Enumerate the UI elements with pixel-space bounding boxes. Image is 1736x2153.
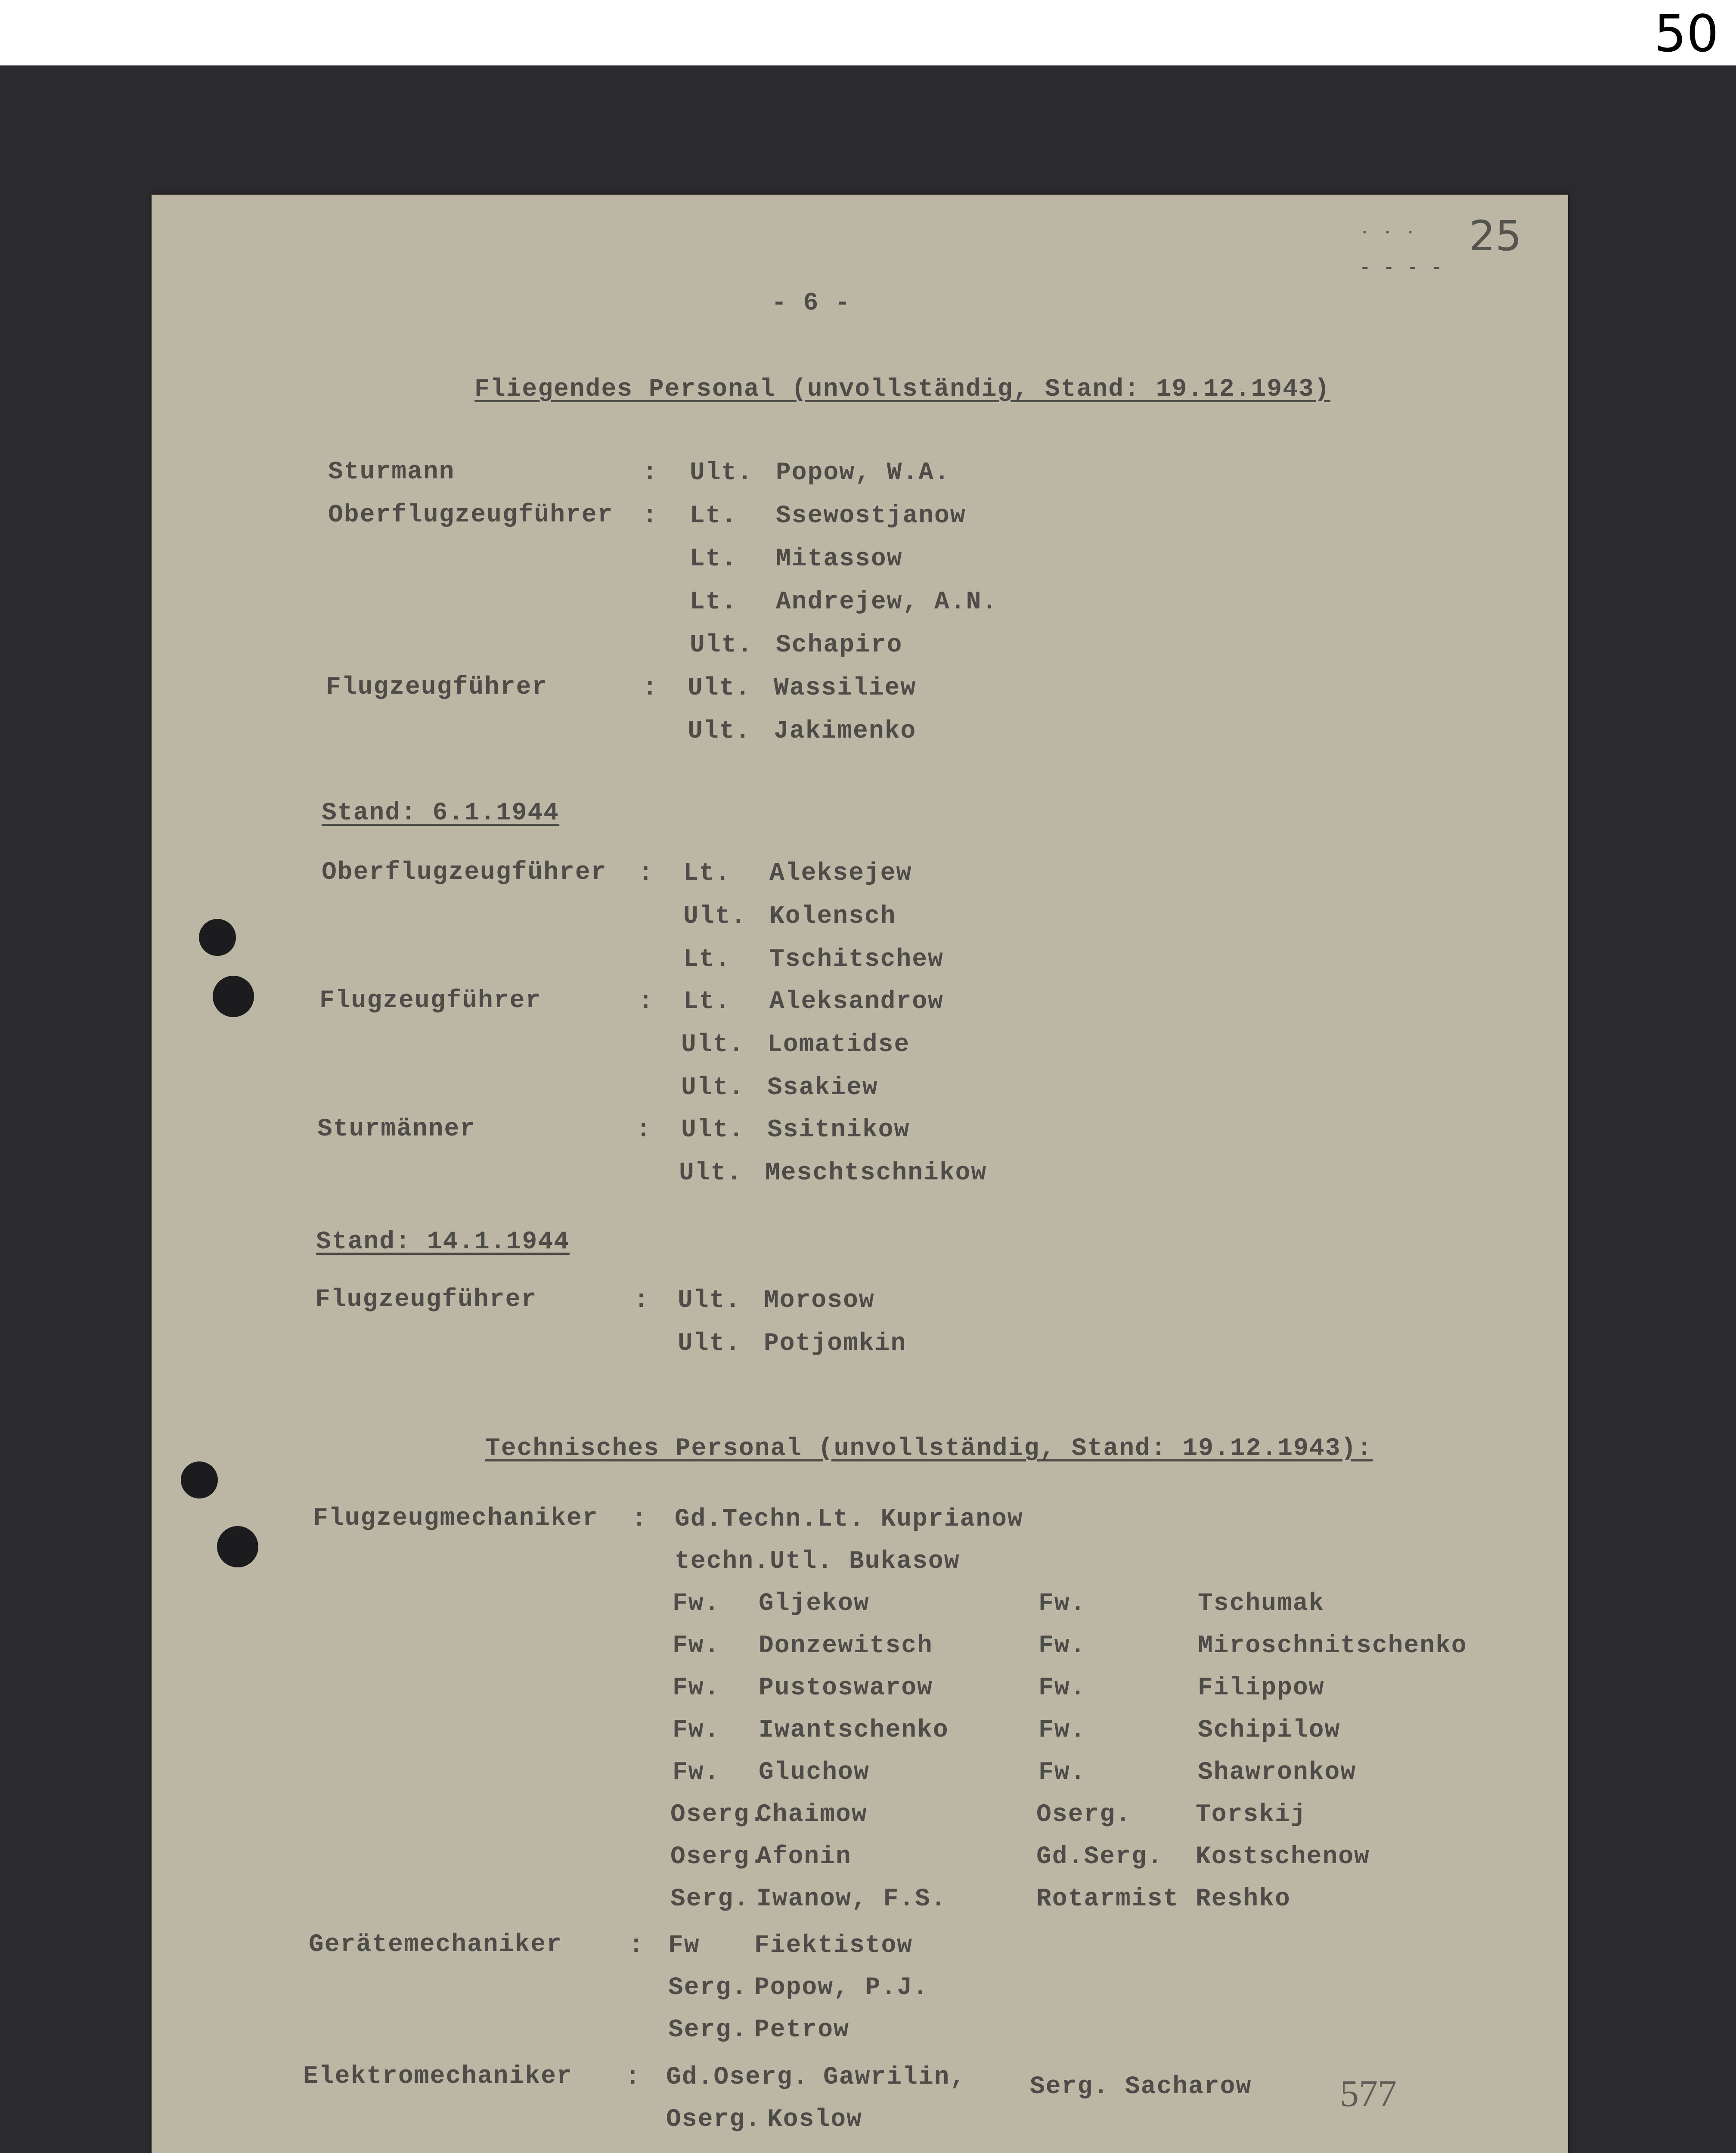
person-name: Lomatidse xyxy=(767,1031,910,1059)
rank: Lt. xyxy=(690,588,738,616)
role-label: Oberflugzeugführer xyxy=(328,501,614,529)
person-name: Chaimow xyxy=(756,1801,868,1829)
person-name: Aleksejew xyxy=(769,859,912,887)
punch-hole xyxy=(199,919,236,956)
colon: : xyxy=(638,859,654,887)
personnel-line: techn.Utl. Bukasow xyxy=(675,1548,960,1576)
rank: Fw. xyxy=(673,1674,720,1702)
rank: Ult. xyxy=(688,674,751,702)
person-name: Tschitschew xyxy=(769,946,944,974)
person-name: Torskij xyxy=(1196,1801,1307,1829)
rank: Oserg. xyxy=(670,1843,766,1871)
colon: : xyxy=(642,674,658,702)
person-name: Afonin xyxy=(756,1843,852,1871)
colon: : xyxy=(634,1287,650,1315)
person-name: Schapiro xyxy=(776,631,903,659)
person-name: Donzewitsch xyxy=(759,1632,933,1660)
rank: Ult. xyxy=(678,1330,741,1358)
rank: Ult. xyxy=(683,903,747,931)
person-name: Ssakiew xyxy=(767,1074,878,1102)
rank: Lt. xyxy=(683,988,731,1016)
colon: : xyxy=(629,1932,645,1960)
rank: Fw. xyxy=(673,1632,720,1660)
colon: : xyxy=(636,1116,652,1144)
section-heading-stand-14-1-1944: Stand: 14.1.1944 xyxy=(316,1228,570,1256)
rank: Fw. xyxy=(1038,1632,1086,1660)
person-name: Jakimenko xyxy=(774,717,917,745)
role-label: Elektromechaniker xyxy=(303,2063,573,2091)
person-name: Potjomkin xyxy=(764,1330,907,1358)
person-name: Gljekow xyxy=(759,1590,870,1618)
rank: Ult. xyxy=(690,631,753,659)
section-heading-flying-personnel: Fliegendes Personal (unvollständig, Stand: 19.12.1943) xyxy=(474,375,1330,403)
role-label: Flugzeugführer xyxy=(315,1286,537,1314)
person-name: Iwanow, F.S. xyxy=(756,1885,947,1913)
rank: Fw. xyxy=(1038,1716,1086,1744)
rank: Lt. xyxy=(690,545,738,573)
rank: Gd.Serg. xyxy=(1036,1843,1163,1871)
rank: Fw. xyxy=(673,1759,720,1787)
person-name: Aleksandrow xyxy=(769,988,944,1016)
extra-person: Serg. Sacharow xyxy=(1030,2073,1252,2101)
person-name: Pustoswarow xyxy=(759,1674,933,1702)
person-name: Ssitnikow xyxy=(767,1116,910,1144)
rank: Serg. xyxy=(668,2016,748,2044)
punch-hole xyxy=(181,1461,218,1498)
colon: : xyxy=(625,2063,641,2091)
colon: : xyxy=(638,988,654,1016)
rank: Oserg. xyxy=(1036,1801,1132,1829)
person-name: Shawronkow xyxy=(1198,1759,1357,1787)
rank: Serg. xyxy=(668,1974,748,2002)
role-label: Flugzeugführer xyxy=(319,987,542,1015)
archive-dots: · · · xyxy=(1361,220,1419,244)
role-label: Oberflugzeugführer xyxy=(322,859,607,887)
document-page xyxy=(152,195,1568,2153)
role-label: Flugzeugführer xyxy=(326,673,548,701)
colon: : xyxy=(632,1505,648,1533)
rank: Ult. xyxy=(690,459,753,487)
rank: Fw xyxy=(668,1932,700,1960)
rank: Fw. xyxy=(673,1590,720,1618)
person-name: Kolensch xyxy=(769,903,896,931)
rank: Ult. xyxy=(678,1287,741,1315)
person-name: Gawrilin, xyxy=(823,2063,966,2091)
person-name: Gluchow xyxy=(759,1759,870,1787)
rank: Fw. xyxy=(1038,1590,1086,1618)
personnel-line: Gd.Techn.Lt. Kuprianow xyxy=(675,1505,1023,1533)
archive-stamp-number: 577 xyxy=(1340,2073,1397,2115)
rank: Lt. xyxy=(683,946,731,974)
scan-page-number: 50 xyxy=(1654,4,1719,63)
person-name: Iwantschenko xyxy=(759,1716,949,1744)
person-name: Koslow xyxy=(767,2106,862,2134)
rank: Fw. xyxy=(1038,1674,1086,1702)
section-heading-technical-personnel: Technisches Personal (unvollständig, Stand: 19.12.1943): xyxy=(485,1435,1373,1463)
role-label: Gerätemechaniker xyxy=(309,1931,562,1959)
role-label: Sturmänner xyxy=(317,1115,476,1143)
person-name: Kostschenow xyxy=(1196,1843,1370,1871)
archive-dashes: - - - - xyxy=(1361,255,1445,278)
colon: : xyxy=(642,502,658,530)
rank: Lt. xyxy=(690,502,738,530)
person-name: Fiektistow xyxy=(754,1932,913,1960)
section-heading-stand-6-1-1944: Stand: 6.1.1944 xyxy=(322,799,560,827)
role-label: Sturmann xyxy=(328,458,455,486)
person-name: Meschtschnikow xyxy=(765,1159,987,1187)
person-name: Schipilow xyxy=(1198,1716,1341,1744)
person-name: Popow, P.J. xyxy=(754,1974,929,2002)
archive-number: 25 xyxy=(1469,212,1522,260)
rank: Fw. xyxy=(1038,1759,1086,1787)
person-name: Petrow xyxy=(754,2016,849,2044)
rank: Ult. xyxy=(679,1159,743,1187)
rank: Lt. xyxy=(683,859,731,887)
person-name: Filippow xyxy=(1198,1674,1325,1702)
person-name: Reshko xyxy=(1196,1885,1291,1913)
rank: Fw. xyxy=(673,1716,720,1744)
rank: Gd.Oserg. xyxy=(666,2063,809,2091)
person-name: Wassiliew xyxy=(774,674,917,702)
rank: Ult. xyxy=(688,717,751,745)
person-name: Miroschnitschenko xyxy=(1198,1632,1467,1660)
role-label: Flugzeugmechaniker xyxy=(313,1505,598,1533)
person-name: Mitassow xyxy=(776,545,903,573)
rank: Oserg. xyxy=(666,2106,761,2134)
person-name: Andrejew, A.N. xyxy=(776,588,998,616)
rank: Ult. xyxy=(681,1031,745,1059)
person-name: Ssewostjanow xyxy=(776,502,966,530)
person-name: Popow, W.A. xyxy=(776,459,950,487)
colon: : xyxy=(642,459,658,487)
person-name: Tschumak xyxy=(1198,1590,1325,1618)
punch-hole xyxy=(217,1526,258,1567)
rank: Ult. xyxy=(681,1074,745,1102)
rank: Rotarmist xyxy=(1036,1885,1179,1913)
page-marker: - 6 - xyxy=(772,289,851,317)
rank: Serg. xyxy=(670,1885,750,1913)
scan-header-bar xyxy=(0,0,1736,65)
person-name: Morosow xyxy=(764,1287,875,1315)
punch-hole xyxy=(213,976,254,1017)
rank: Oserg. xyxy=(670,1801,766,1829)
rank: Ult. xyxy=(681,1116,745,1144)
